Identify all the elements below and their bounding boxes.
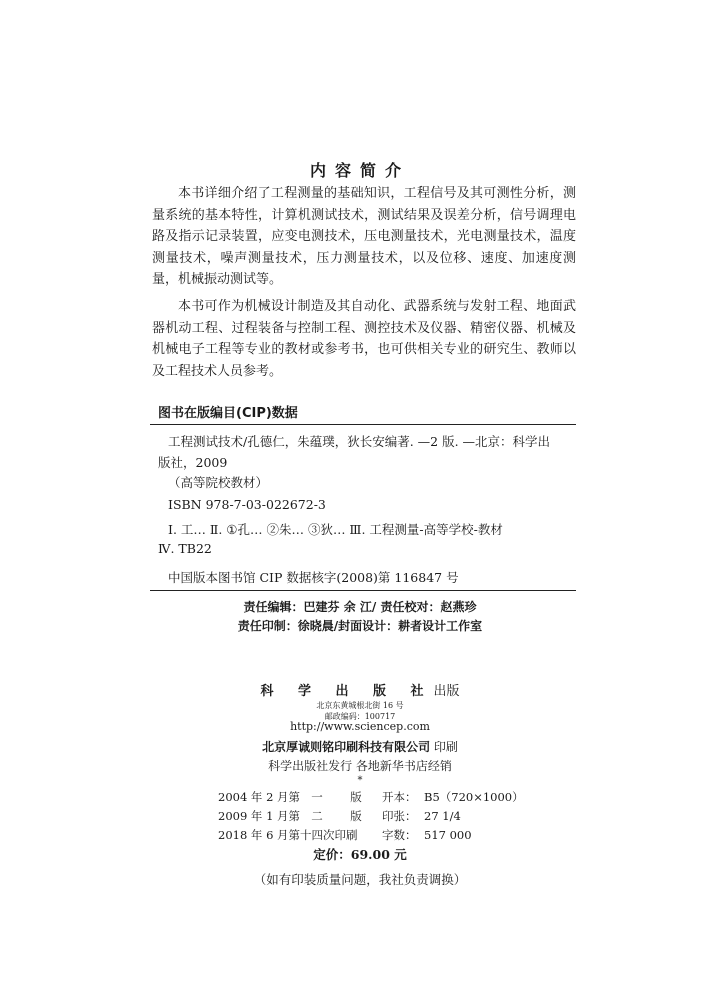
- edition-date: 2018 年 6 月第十四次印刷: [218, 828, 358, 842]
- cip-classification-1: Ⅰ. 工… Ⅱ. ①孔… ②朱… ③狄… Ⅲ. 工程测量-高等学校-教材: [168, 522, 503, 537]
- edition-row: [218, 827, 472, 843]
- publisher-name: 科 学 出 版 社: [260, 684, 434, 699]
- printer-name: 北京厚诚则铭印刷科技有限公司: [262, 740, 431, 754]
- publisher-line: [0, 680, 720, 699]
- edition-label: 印张：: [382, 809, 417, 823]
- edition-label: 开本：: [382, 790, 417, 804]
- summary-paragraph-1: 本书详细介绍了工程测量的基础知识，工程信号及其可测性分析，测量系统的基本特性，计算机测试技术，测试结果及误差分析，信号调理电路及指示记录装置，应变电测技术，压电测量技术，光电测量技术，温度测量技术，噪声测量技术，压力测量技术，以及位移、速度、加速度测量，机械振动测试等。: [152, 186, 576, 287]
- edition-number: 一: [311, 790, 323, 804]
- publisher-suffix: 出版: [433, 684, 460, 699]
- publisher-url: http://www.sciencep.com: [290, 720, 430, 733]
- cip-line-3: （高等院校教材）: [168, 475, 269, 490]
- cip-line-2: 版社，2009: [158, 455, 228, 470]
- edition-number: 二: [311, 809, 323, 823]
- printer-line: [0, 738, 720, 755]
- cip-top-rule: [150, 424, 576, 425]
- cip-classification-2: Ⅳ. TB22: [158, 541, 212, 556]
- publisher-postcode: 邮政编码：100717: [324, 712, 396, 721]
- distribution-line: 科学出版社发行 各地新华书店经销: [268, 759, 452, 773]
- publisher-address: 北京东黄城根北街 16 号: [316, 701, 404, 710]
- credits-line-1: 责任编辑：巴建芬 余 江/ 责任校对：赵燕珍: [243, 600, 477, 614]
- summary-paragraph-2: 本书可作为机械设计制造及其自动化、武器系统与发射工程、地面武器机动工程、过程装备与控制工程、测控技术及仪器、精密仪器、机械及机械电子工程等专业的教材或参考书，也可供相关专业的研究生、教师以及工程技术人员参考。: [152, 299, 576, 379]
- cip-line-1: 工程测试技术/孔德仁，朱蕴璞，狄长安编著. —2 版. —北京：科学出: [168, 434, 551, 449]
- edition-kind: 版: [350, 809, 362, 823]
- edition-value: B5（720×1000）: [424, 790, 524, 804]
- quality-note: （如有印装质量问题，我社负责调换）: [253, 872, 467, 887]
- edition-date: 2004 年 2 月第: [218, 790, 301, 804]
- edition-value: 27 1/4: [424, 809, 461, 823]
- edition-row: [218, 789, 524, 805]
- cip-isbn: ISBN 978-7-03-022672-3: [168, 497, 326, 512]
- price: 定价：69.00 元: [313, 847, 407, 862]
- edition-date: 2009 年 1 月第: [218, 809, 301, 823]
- edition-value: 517 000: [424, 828, 472, 842]
- separator-star: *: [357, 775, 363, 786]
- edition-label: 字数：: [382, 828, 417, 842]
- cip-number: 中国版本图书馆 CIP 数据核字(2008)第 116847 号: [168, 570, 459, 585]
- edition-row: [218, 808, 461, 824]
- edition-kind: 版: [350, 790, 362, 804]
- cip-bottom-rule: [150, 590, 576, 591]
- page-title: 内容简介: [309, 161, 410, 180]
- cip-heading: 图书在版编目(CIP)数据: [158, 406, 298, 421]
- credits-line-2: 责任印制：徐晓晨/封面设计：耕者设计工作室: [237, 619, 483, 633]
- printer-suffix: 印刷: [430, 740, 458, 754]
